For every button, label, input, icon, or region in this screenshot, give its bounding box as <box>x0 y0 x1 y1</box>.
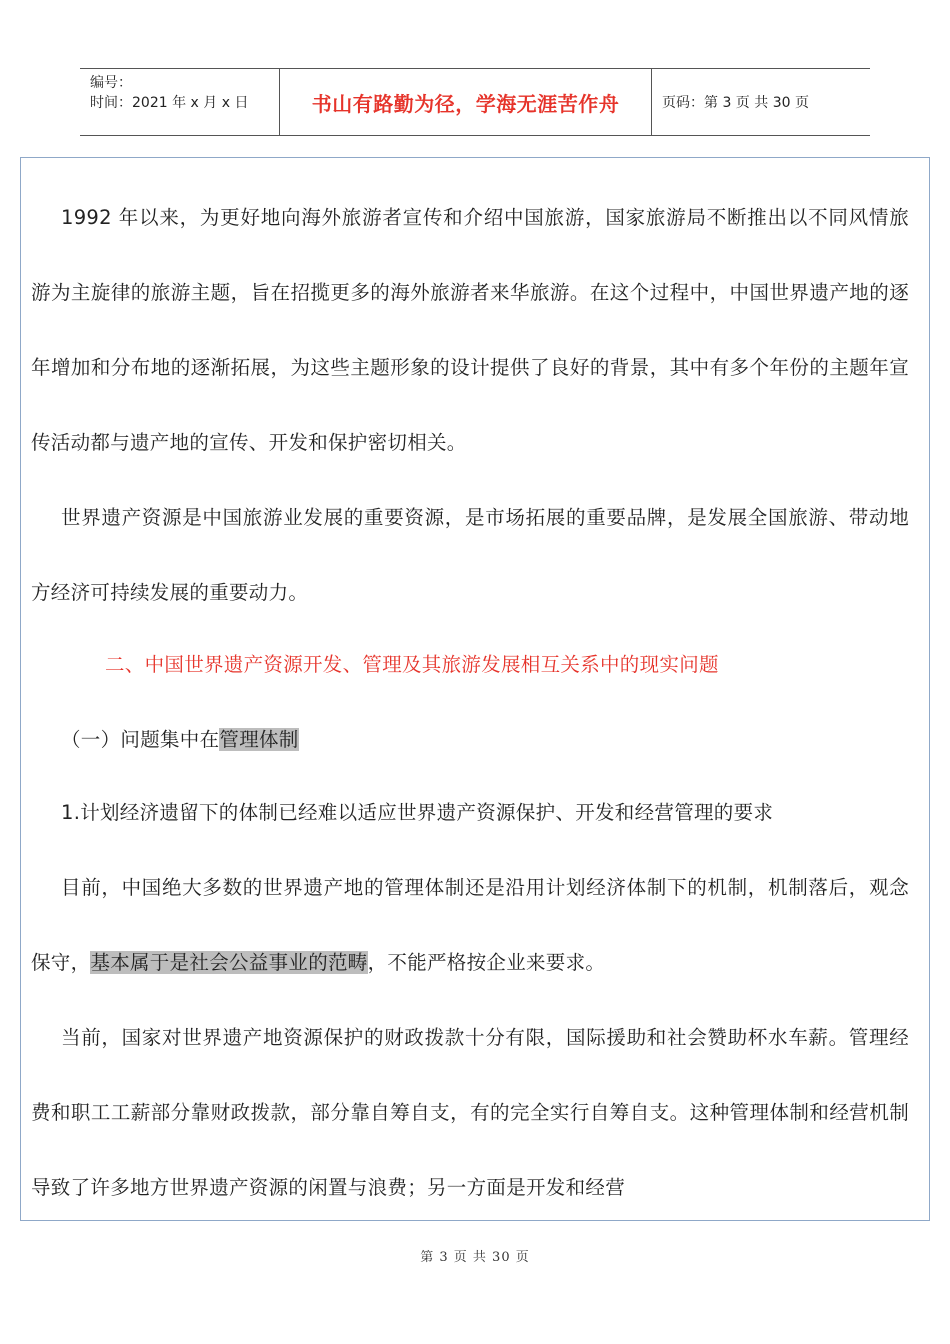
document-time-label: 时间：2021 年 x 月 x 日 <box>90 95 249 111</box>
content-frame <box>20 157 930 1221</box>
header-meta <box>80 69 280 135</box>
sub-heading-prefix: （一）问题集中在 <box>61 728 220 751</box>
sub-heading-highlight: 管理体制 <box>219 728 299 751</box>
document-number-label: 编号： <box>90 75 132 91</box>
header-page-number: 页码：第 3 页 共 30 页 <box>662 95 809 111</box>
header-motto: 书山有路勤为径，学海无涯苦作舟 <box>280 69 652 135</box>
paragraph-3-end: ，不能严格按企业来要求。 <box>367 951 606 974</box>
page-footer: 第 3 页 共 30 页 <box>420 1250 530 1265</box>
section-heading: 二、中国世界遗产资源开发、管理及其旅游发展相互关系中的现实问题 <box>105 653 719 676</box>
paragraph-4: 当前，国家对世界遗产地资源保护的财政拨款十分有限，国际援助和社会赞助杯水车薪。管理经费和职工工薪部分靠财政拨款，部分靠自筹自支，有的完全实行自筹自支。这种管理体制和经营机制导致了许多地方世界遗产资源的闲置与浪费；另一方面是开发和经营 <box>31 1026 909 1199</box>
sub-heading <box>61 725 299 755</box>
page-header <box>80 68 870 136</box>
paragraph-3 <box>31 850 909 1000</box>
paragraph-3-start: 目前，中国绝大多数的世界遗产地的管理体制还是沿用计划经济体制下的机制，机制落后，观念保守， <box>31 876 909 974</box>
paragraph-2: 世界遗产资源是中国旅游业发展的重要资源，是市场拓展的重要品牌，是发展全国旅游、带动地方经济可持续发展的重要动力。 <box>31 506 909 604</box>
list-item-1: 1.计划经济遗留下的体制已经难以适应世界遗产资源保护、开发和经营管理的要求 <box>61 801 774 824</box>
paragraph-1: 1992 年以来，为更好地向海外旅游者宣传和介绍中国旅游，国家旅游局不断推出以不同风情旅游为主旋律的旅游主题，旨在招揽更多的海外旅游者来华旅游。在这个过程中，中国世界遗产地的逐年增加和分布地的逐渐拓展，为这些主题形象的设计提供了良好的背景，其中有多个年份的主题年宣传活动都与遗产地的宣传、开发和保护密切相关。 <box>31 206 909 454</box>
paragraph-3-highlight: 基本属于是社会公益事业的范畴 <box>90 951 368 974</box>
